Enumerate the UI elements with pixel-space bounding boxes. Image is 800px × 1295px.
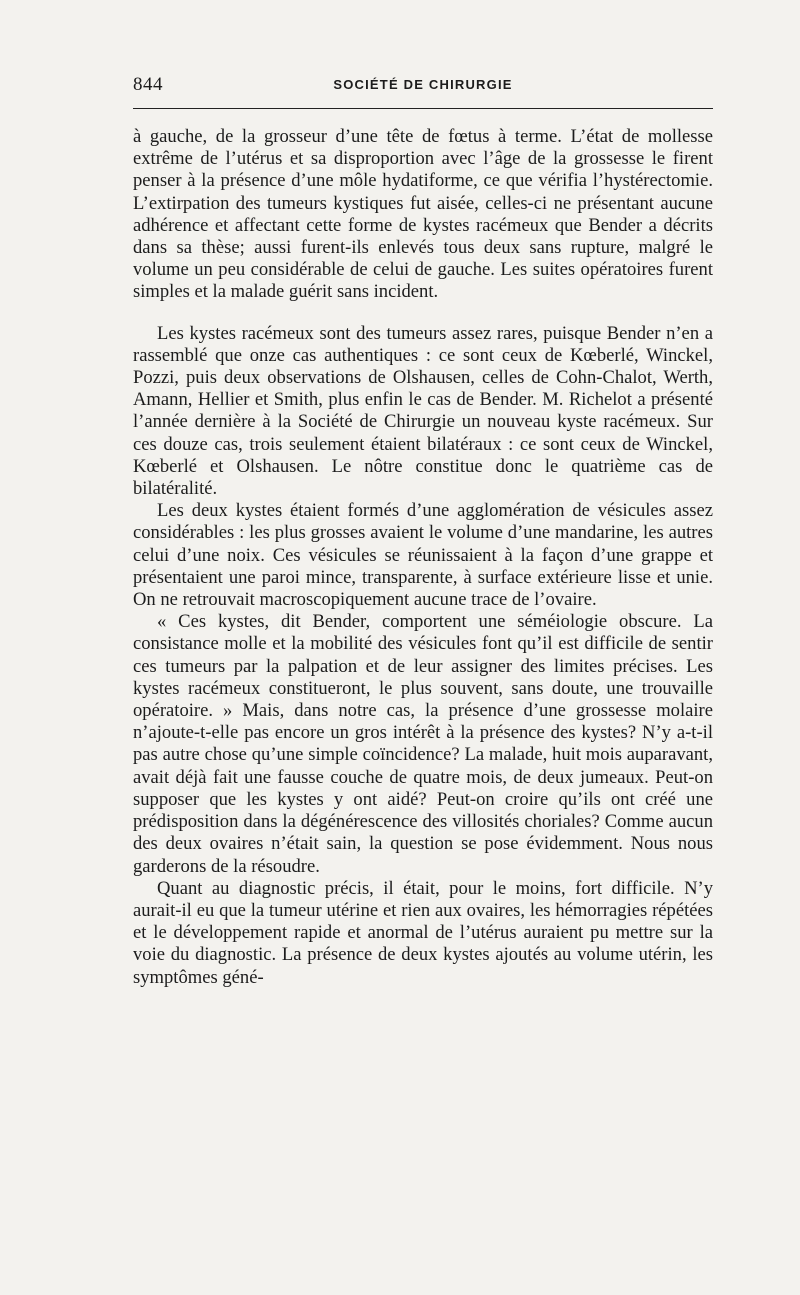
paragraph-cyst-description: Les deux kystes étaient formés d’une agglomération de vésicules assez considérables : les plus grosses avaient le volume d’une mandarine, les autres celui d’une noix. Ces vésicules se réunissaient à la façon d’une grappe et présentaient une paroi mince, transparente, à surface extérieure lisse et unie. On ne retrouvait macroscopiquement aucune trace de l’ovaire. [133, 500, 713, 611]
running-title: SOCIÉTÉ DE CHIRURGIE [333, 77, 513, 92]
page-number: 844 [133, 74, 163, 95]
paragraph-racemose-cysts: Les kystes racémeux sont des tumeurs assez rares, puisque Bender n’en a rassemblé que onze cas authentiques : ce sont ceux de Kœberlé, Winckel, Pozzi, puis deux observations de Olshausen, celles de Cohn-Chalot, Werth, Amann, Hellier et Smith, plus enfin le cas de Bender. M. Richelot a présenté l’année dernière à la Société de Chirurgie un nouveau kyste racémeux. Sur ces douze cas, trois seulement étaient bilatéraux : ce sont ceux de Winckel, Kœberlé et Olshausen. Le nôtre constitue donc le quatrième cas de bilatéralité. [133, 322, 713, 500]
page-header [133, 74, 713, 98]
header-rule [133, 108, 713, 109]
body-text [133, 126, 713, 989]
paragraph-continuation: à gauche, de la grosseur d’une tête de fœtus à terme. L’état de mollesse extrême de l’utérus et sa disproportion avec l’âge de la grossesse le firent penser à la présence d’une môle hydatiforme, ce que vérifia l’hystérectomie. L’extirpation des tumeurs kystiques fut aisée, celles-ci ne présentant aucune adhérence et affectant cette forme de kystes racémeux que Bender a décrits dans sa thèse; aussi furent-ils enlevés tous deux sans rupture, malgré le volume un peu considérable de celui de gauche. Les suites opératoires furent simples et la malade guérit sans incident. [133, 126, 713, 303]
paragraph-diagnosis: Quant au diagnostic précis, il était, pour le moins, fort difficile. N’y aurait-il eu que la tumeur utérine et rien aux ovaires, les hémorragies répétées et le développement rapide et anormal de l’utérus auraient pu mettre sur la voie du diagnostic. La présence de deux kystes ajoutés au volume utérin, les symptômes géné- [133, 877, 713, 988]
paragraph-bender-quote: « Ces kystes, dit Bender, comportent une séméiologie obscure. La consistance molle et la mobilité des vésicules font qu’il est difficile de sentir ces tumeurs par la palpation et de leur assigner des limites précises. Les kystes racémeux constitueront, le plus souvent, sans doute, une trouvaille opératoire. » Mais, dans notre cas, la présence d’une grossesse molaire n’ajoute-t-elle pas encore un gros intérêt à la présence des kystes? N’y a-t-il pas autre chose qu’une simple coïncidence? La malade, huit mois auparavant, avait déjà fait une fausse couche de quatre mois, de deux jumeaux. Peut-on supposer que les kystes y ont aidé? Peut-on croire qu’ils ont créé une prédisposition dans la dégénérescence des villosités choriales? Comme aucun des deux ovaires n’était sain, la question se pose évidemment. Nous nous garderons de la résoudre. [133, 611, 713, 877]
